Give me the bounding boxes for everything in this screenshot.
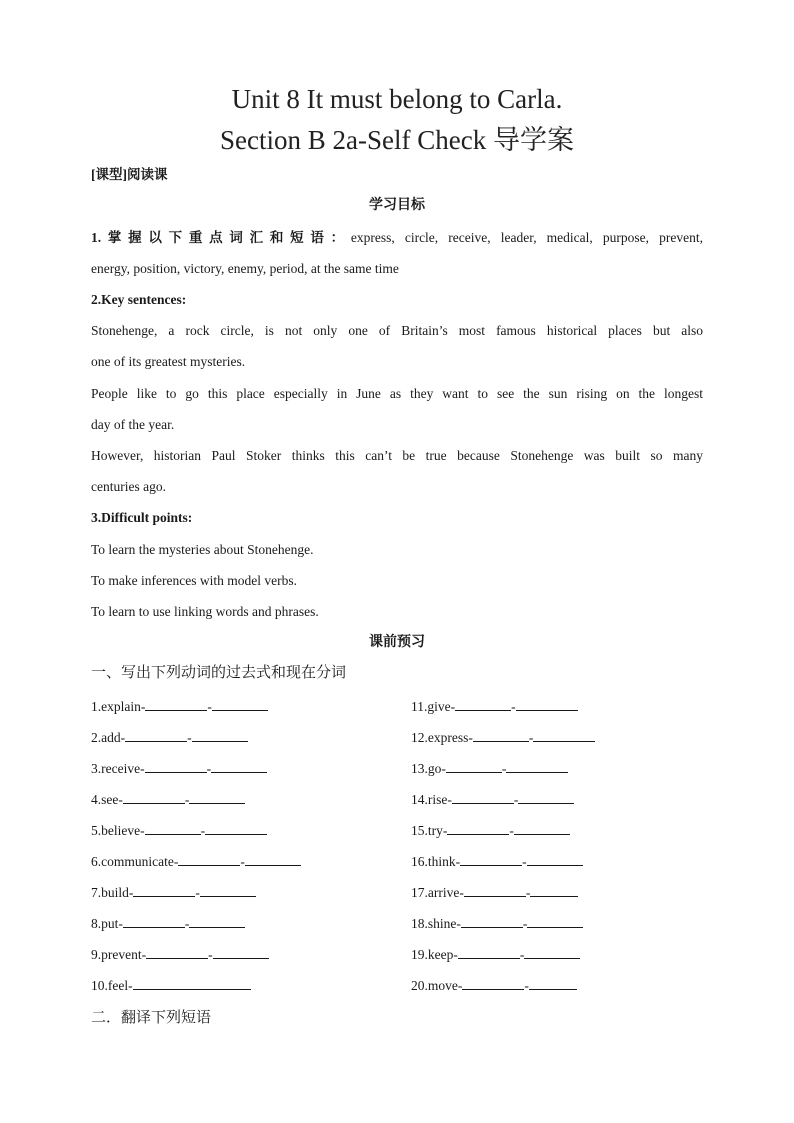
- verb-label: 8.put-: [91, 916, 123, 931]
- key-sentence-2a: People like to go this place especially in June as they want to see the sun rising on the longest: [91, 386, 703, 401]
- verb-label: 4.see-: [91, 792, 123, 807]
- verb-label: 6.communicate-: [91, 854, 179, 869]
- verb-label: 16.think-: [411, 854, 461, 869]
- verb-label: 20.move-: [411, 978, 463, 993]
- verb-label: 7.build-: [91, 885, 134, 900]
- exercise-item: 3.receive- -: [91, 761, 267, 777]
- answer-blank[interactable]: [527, 916, 583, 928]
- key-sentence-2b: day of the year.: [91, 417, 175, 432]
- exercise-item: 9.prevent- -: [91, 947, 269, 963]
- exercise-item: 12.express- -: [411, 730, 595, 746]
- difficult-point-3: To learn to use linking words and phrases.: [91, 604, 319, 619]
- exercise-item: 18.shine- -: [411, 916, 583, 932]
- answer-blank[interactable]: [125, 730, 187, 742]
- verb-label: 12.express-: [411, 730, 473, 745]
- verb-label: 5.believe-: [91, 823, 145, 838]
- answer-blank[interactable]: [527, 854, 583, 866]
- verb-label: 10.feel-: [91, 978, 133, 993]
- exercise-item: 5.believe- -: [91, 823, 267, 839]
- answer-blank[interactable]: [133, 978, 251, 990]
- answer-blank[interactable]: [192, 730, 248, 742]
- answer-blank[interactable]: [189, 792, 245, 804]
- answer-blank[interactable]: [518, 792, 574, 804]
- goals-heading: 学习目标: [369, 198, 425, 213]
- answer-blank[interactable]: [533, 730, 595, 742]
- exercise-item: 1.explain- -: [91, 699, 268, 715]
- answer-blank[interactable]: [123, 916, 185, 928]
- exercise-item: 6.communicate- -: [91, 854, 301, 870]
- answer-blank[interactable]: [458, 947, 520, 959]
- answer-blank[interactable]: [133, 885, 195, 897]
- exercise-item: 2.add- -: [91, 730, 248, 746]
- preview-heading: 课前预习: [369, 635, 425, 650]
- answer-blank[interactable]: [530, 885, 578, 897]
- answer-blank[interactable]: [145, 823, 201, 835]
- answer-blank[interactable]: [123, 792, 185, 804]
- answer-blank[interactable]: [524, 947, 580, 959]
- vocab-words-2: energy, position, victory, enemy, period, at the same time: [91, 261, 399, 276]
- unit-title: Unit 8 It must belong to Carla.: [231, 84, 563, 114]
- verb-label: 14.rise-: [411, 792, 452, 807]
- lesson-type: [课型]阅读课: [91, 167, 168, 182]
- exercise-item: 8.put- -: [91, 916, 245, 932]
- exercise-item: 7.build- -: [91, 885, 256, 901]
- verb-label: 11.give-: [411, 699, 456, 714]
- verb-label: 13.go-: [411, 761, 446, 776]
- answer-blank[interactable]: [506, 761, 568, 773]
- verb-label: 15.try-: [411, 823, 448, 838]
- exercise-item: 11.give- -: [411, 699, 578, 715]
- key-sentence-3b: centuries ago.: [91, 479, 166, 494]
- exercise-item: 15.try- -: [411, 823, 570, 839]
- difficult-points-heading: 3.Difficult points:: [91, 510, 193, 525]
- answer-blank[interactable]: [461, 916, 523, 928]
- answer-blank[interactable]: [205, 823, 267, 835]
- exercise-item: 17.arrive- -: [411, 885, 578, 901]
- key-sentence-1a: Stonehenge, a rock circle, is not only one of Britain’s most famous historical places but also: [91, 323, 703, 338]
- answer-blank[interactable]: [189, 916, 245, 928]
- exercise-item: 16.think- -: [411, 854, 583, 870]
- vocab-line-1: [91, 230, 703, 246]
- answer-blank[interactable]: [446, 761, 502, 773]
- answer-blank[interactable]: [464, 885, 526, 897]
- answer-blank[interactable]: [460, 854, 522, 866]
- vocab-label: 1.掌握以下重点词汇和短语：: [91, 230, 351, 245]
- exercise-item: 20.move- -: [411, 978, 577, 994]
- section-1-heading: 一、写出下列动词的过去式和现在分词: [91, 665, 347, 681]
- answer-blank[interactable]: [529, 978, 577, 990]
- answer-blank[interactable]: [145, 761, 207, 773]
- verb-label: 2.add-: [91, 730, 126, 745]
- answer-blank[interactable]: [145, 699, 207, 711]
- verb-label: 3.receive-: [91, 761, 145, 776]
- answer-blank[interactable]: [516, 699, 578, 711]
- difficult-point-2: To make inferences with model verbs.: [91, 573, 297, 588]
- section-title: Section B 2a-Self Check 导学案: [220, 125, 574, 155]
- exercise-item: 13.go- -: [411, 761, 568, 777]
- answer-blank[interactable]: [473, 730, 529, 742]
- exercise-item: 19.keep- -: [411, 947, 580, 963]
- answer-blank[interactable]: [211, 761, 267, 773]
- verb-label: 19.keep-: [411, 947, 458, 962]
- section-2-heading: 二．翻译下列短语: [91, 1010, 212, 1026]
- answer-blank[interactable]: [213, 947, 269, 959]
- key-sentence-3a: However, historian Paul Stoker thinks this can’t be true because Stonehenge was built so many: [91, 448, 703, 463]
- verb-label: 1.explain-: [91, 699, 146, 714]
- answer-blank[interactable]: [146, 947, 208, 959]
- answer-blank[interactable]: [212, 699, 268, 711]
- answer-blank[interactable]: [455, 699, 511, 711]
- answer-blank[interactable]: [514, 823, 570, 835]
- answer-blank[interactable]: [447, 823, 509, 835]
- answer-blank[interactable]: [462, 978, 524, 990]
- verb-label: 9.prevent-: [91, 947, 147, 962]
- exercise-item: [91, 978, 251, 994]
- exercise-item: 14.rise- -: [411, 792, 574, 808]
- key-sentence-1b: one of its greatest mysteries.: [91, 354, 246, 369]
- key-sentences-heading: 2.Key sentences:: [91, 292, 187, 307]
- answer-blank[interactable]: [245, 854, 301, 866]
- verb-label: 17.arrive-: [411, 885, 464, 900]
- exercise-item: 4.see- -: [91, 792, 245, 808]
- answer-blank[interactable]: [178, 854, 240, 866]
- verb-label: 18.shine-: [411, 916, 461, 931]
- answer-blank[interactable]: [452, 792, 514, 804]
- vocab-words-1: express, circle, receive, leader, medical, purpose, prevent,: [350, 230, 704, 245]
- difficult-point-1: To learn the mysteries about Stonehenge.: [91, 542, 314, 557]
- answer-blank[interactable]: [200, 885, 256, 897]
